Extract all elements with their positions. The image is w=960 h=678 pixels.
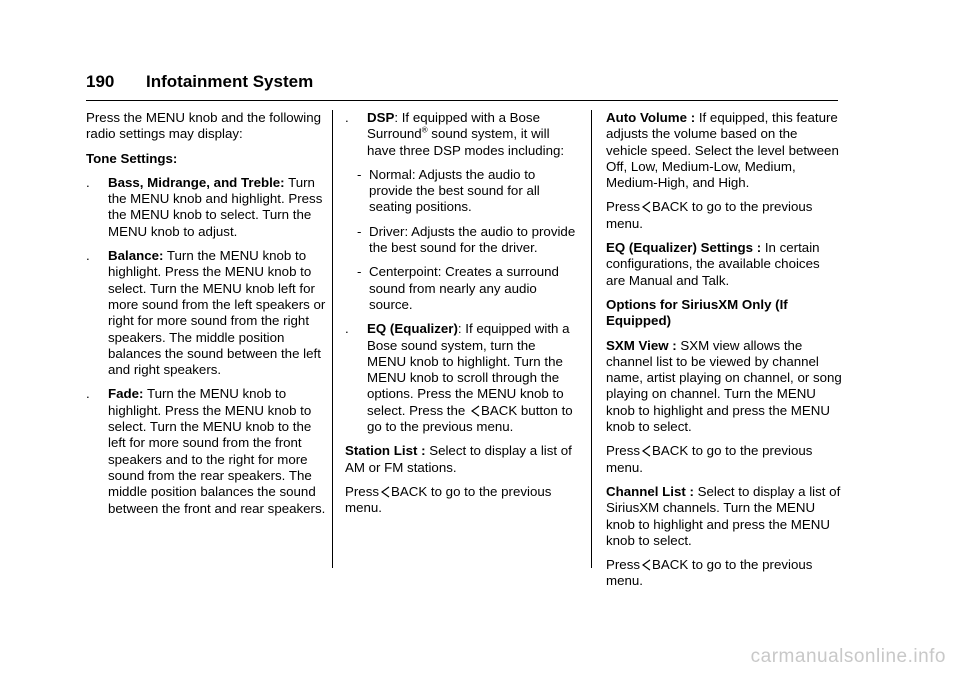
- page-number: 190: [86, 72, 115, 91]
- dsp-label: DSP: [367, 110, 395, 125]
- back-arrow-icon: [641, 201, 651, 213]
- list-item: . EQ (Equalizer): If equipped with a Bose sound system, turn the MENU knob to highlight. Turn the MENU knob to scroll through the options. Press the MENU knob to select. Press the BACK button to go to the previous menu.: [345, 321, 573, 435]
- list-item: - Normal: Adjusts the audio to provide the best sound for all seating positions.: [357, 166, 540, 215]
- column-3: [606, 110, 842, 598]
- fade-label: Fade:: [108, 386, 144, 402]
- station-list-paragraph: Station List : Select to display a list of AM or FM stations.: [345, 443, 572, 475]
- chapter-title: Infotainment System: [146, 72, 314, 91]
- back-arrow-icon: [380, 486, 390, 498]
- intro-paragraph: Press the MENU knob and the following radio settings may display:: [86, 110, 322, 142]
- bass-text: Turn the MENU knob and highlight. Press the MENU knob to select. Turn the MENU knob to adjust.: [108, 174, 323, 239]
- column-divider: [591, 110, 592, 568]
- column-divider: [332, 110, 333, 568]
- back-arrow-icon: [641, 445, 651, 457]
- auto-volume-paragraph: Auto Volume : If equipped, this feature adjusts the volume based on the vehicle speed. Select the level between Off, Low, Medium-Low, Medium, Medium-High, and High.: [606, 110, 839, 191]
- list-item: . Balance: Turn the MENU knob to highlight. Press the MENU knob to select. Turn the MENU knob left for more sound from the left speakers or right for more sound from the right speakers. The middle position balances the sound between the left and right speakers.: [86, 248, 326, 378]
- balance-text: Turn the MENU knob to highlight. Press the MENU knob to select. Turn the MENU knob left for more sound from the left speakers or right for more sound from the right speakers. The middle position balances the sound between the left and right speakers.: [108, 248, 326, 378]
- channel-list-paragraph: Channel List : Select to display a list of SiriusXM channels. Turn the MENU knob to highlight and press the MENU knob to select.: [606, 483, 841, 548]
- back-instruction: Press BACK to go to the previous menu.: [606, 557, 813, 589]
- back-instruction: Press BACK to go to the previous menu.: [345, 483, 552, 516]
- watermark: carmanualsonline.info: [750, 646, 946, 667]
- list-item: - Driver: Adjusts the audio to provide the best sound for the driver.: [357, 223, 576, 256]
- eq-settings-paragraph: EQ (Equalizer) Settings : In certain configurations, the available choices are Manual and Talk.: [606, 240, 820, 288]
- back-instruction: Press BACK to go to the previous menu.: [606, 199, 813, 231]
- column-1: [86, 110, 331, 525]
- back-arrow-icon: [641, 559, 651, 571]
- back-arrow-icon: [470, 405, 480, 417]
- balance-label: Balance:: [108, 248, 164, 264]
- sxm-view-paragraph: SXM View : SXM view allows the channel list to be viewed by channel name, artist playing on channel, or song playing on channel. Turn the MENU knob to highlight and press the MENU knob to select.: [606, 337, 842, 435]
- list-item: . Fade: Turn the MENU knob to highlight. Press the MENU knob to select. Turn the MENU knob to the left for more sound from the front speakers and to the right for more sound from the rear speakers. The middle position balances the sound between the front and rear speakers.: [86, 386, 326, 516]
- siriusxm-heading: Options for SiriusXM Only (If Equipped): [606, 296, 788, 329]
- bass-label: Bass, Midrange, and Treble:: [108, 174, 285, 190]
- list-item: . DSP: If equipped with a Bose Surround® sound system, it will have three DSP modes including:: [345, 110, 565, 158]
- list-item: . Bass, Midrange, and Treble: Turn the MENU knob and highlight. Press the MENU knob to select. Turn the MENU knob to adjust.: [86, 174, 323, 239]
- tone-settings-heading: Tone Settings:: [86, 150, 178, 166]
- back-instruction: Press BACK to go to the previous menu.: [606, 443, 813, 475]
- column-2: [345, 110, 578, 525]
- fade-text: Turn the MENU knob to highlight. Press the MENU knob to select. Turn the MENU knob to the left for more sound from the front speakers and to the right for more sound from the rear speakers. The middle position balances the sound between the front and rear speakers.: [108, 386, 326, 516]
- page-header: [86, 70, 838, 101]
- list-item: - Centerpoint: Creates a surround sound from nearly any audio source.: [357, 264, 559, 312]
- eq-label: EQ (Equalizer): [367, 321, 458, 337]
